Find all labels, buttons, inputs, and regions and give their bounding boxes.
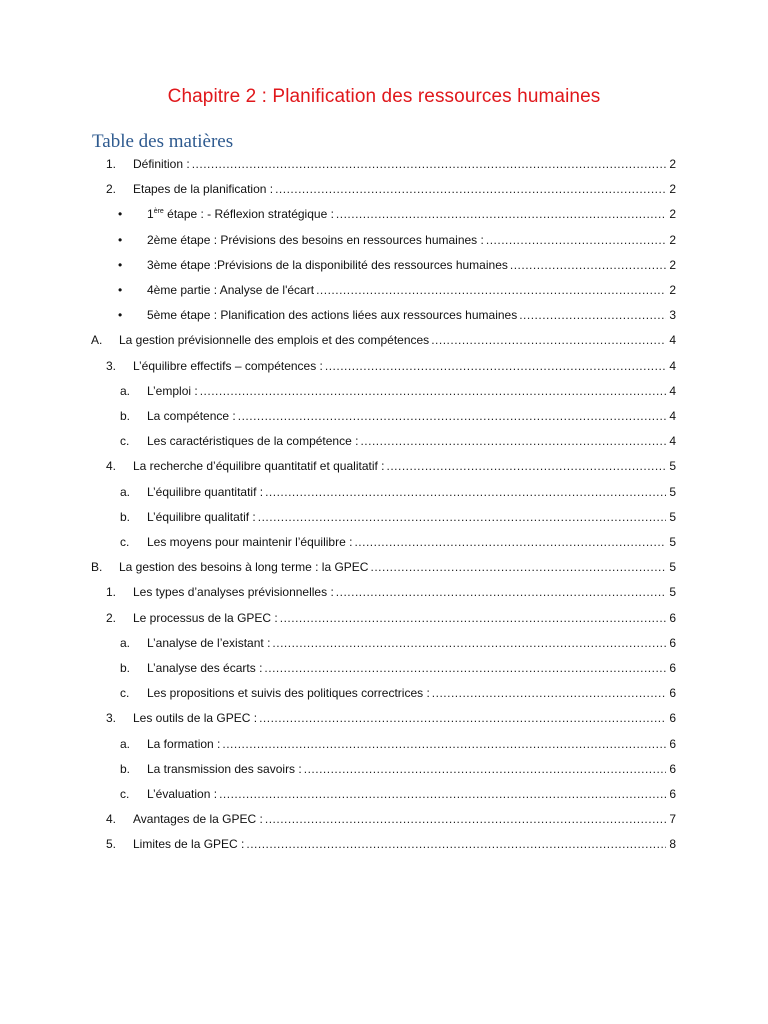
toc-entry-page-number: 5 <box>669 509 676 524</box>
toc-entry-label: L’équilibre qualitatif : <box>147 509 256 524</box>
toc-entry[interactable] <box>0 204 768 224</box>
toc-entry-page-number: 2 <box>669 182 676 197</box>
toc-entry[interactable] <box>0 356 768 376</box>
toc-entry[interactable] <box>0 179 768 199</box>
toc-entry-text <box>147 431 676 451</box>
toc-entry-page-number: 5 <box>669 560 676 575</box>
toc-entry-label: L’analyse de l’existant : <box>147 635 271 650</box>
toc-entry[interactable] <box>0 834 768 854</box>
toc-entry-text <box>147 406 676 426</box>
toc-entry-label: 3ème étape :Prévisions de la disponibilité des ressources humaines <box>147 257 508 272</box>
toc-entry-marker: c. <box>120 535 130 549</box>
toc-entry-marker: A. <box>91 333 103 348</box>
toc-entry-marker: a. <box>120 736 131 751</box>
toc-entry-page-number: 6 <box>669 761 676 776</box>
toc-entry-dot-leader <box>336 204 666 224</box>
toc-entry-text <box>133 356 676 376</box>
toc-entry-marker: b. <box>120 661 131 675</box>
toc-entry-dot-leader <box>272 633 666 653</box>
toc-entry-label: Définition : <box>133 157 190 171</box>
toc-entry-dot-leader <box>222 734 666 754</box>
toc-entry-marker: c. <box>120 686 130 701</box>
toc-entry-text <box>147 280 676 300</box>
toc-entry-marker: 3. <box>106 358 117 373</box>
toc-entry-page-number: 6 <box>669 787 676 801</box>
toc-entry-page-number: 6 <box>669 736 676 751</box>
toc-entry-marker: B. <box>91 560 103 575</box>
toc-entry-marker: c. <box>120 787 130 801</box>
toc-entry-page-number: 8 <box>669 837 676 852</box>
toc-entry-page-number: 4 <box>669 333 676 348</box>
toc-entry-page-number: 5 <box>669 459 676 474</box>
toc-entry-text <box>147 683 676 703</box>
toc-entry-page-number: 6 <box>669 610 676 625</box>
toc-entry[interactable] <box>0 330 768 350</box>
toc-entry-marker: b. <box>120 761 131 776</box>
toc-entry-dot-leader <box>219 784 666 804</box>
toc-entry-text <box>147 507 676 527</box>
toc-entry[interactable] <box>0 582 768 602</box>
toc-entry-text <box>133 834 676 854</box>
toc-entry-dot-leader <box>325 356 666 376</box>
toc-entry-marker: • <box>118 207 123 222</box>
toc-entry[interactable] <box>0 557 768 577</box>
toc-entry-dot-leader <box>200 381 667 401</box>
toc-entry-text <box>119 557 676 577</box>
toc-entry-label <box>147 204 336 224</box>
toc-entry-label-prefix: 1 <box>147 207 154 222</box>
chapter-title: Chapitre 2 : Planification des ressources humaines <box>167 86 601 107</box>
toc-entry[interactable] <box>0 431 768 451</box>
toc-entry-page-number: 5 <box>669 585 676 600</box>
toc-entry-page-number: 3 <box>669 308 676 323</box>
toc-entry-text <box>133 608 676 628</box>
toc-entry[interactable] <box>0 255 768 275</box>
toc-entry-label: Les outils de la GPEC : <box>133 711 258 726</box>
toc-entry-label: L’équilibre effectifs – compétences : <box>133 358 323 373</box>
toc-entry[interactable] <box>0 683 768 703</box>
toc-entry-dot-leader <box>275 179 666 199</box>
toc-entry-dot-leader <box>246 834 666 854</box>
toc-entry-dot-leader <box>354 532 666 552</box>
toc-entry-text <box>147 482 676 502</box>
toc-entry-text <box>147 759 676 779</box>
toc-entry-page-number: 2 <box>669 257 676 272</box>
toc-entry-text <box>133 179 676 199</box>
toc-entry-page-number: 6 <box>669 661 676 675</box>
toc-entry-text <box>147 381 676 401</box>
toc-entry-dot-leader <box>265 482 666 502</box>
toc-entry[interactable] <box>0 507 768 527</box>
toc-entry-dot-leader <box>360 431 666 451</box>
toc-entry-page-number: 4 <box>669 358 676 373</box>
toc-entry[interactable] <box>0 784 768 804</box>
toc-entry-label: Les moyens pour maintenir l’équilibre : <box>147 535 353 549</box>
toc-entry[interactable] <box>0 230 768 250</box>
toc-entry-marker: c. <box>120 434 130 449</box>
toc-entry-dot-leader <box>336 582 667 602</box>
toc-entry[interactable] <box>0 809 768 829</box>
toc-entry-page-number: 5 <box>669 484 676 499</box>
toc-entry-marker: • <box>118 232 123 247</box>
toc-entry-text <box>147 255 676 275</box>
toc-entry-label: 5ème étape : Planification des actions liées aux ressources humaines <box>147 308 518 323</box>
toc-entry-dot-leader <box>238 406 667 426</box>
toc-entry-label-superscript: ère <box>153 208 164 216</box>
toc-entry-dot-leader <box>258 507 667 527</box>
toc-entry-dot-leader <box>265 809 666 829</box>
toc-entry-text <box>133 809 676 829</box>
toc-entry[interactable] <box>0 482 768 502</box>
toc-entry-label: Les caractéristiques de la compétence : <box>147 434 359 449</box>
toc-entry-text <box>147 633 676 653</box>
toc-entry[interactable] <box>0 608 768 628</box>
toc-entry-text <box>133 582 676 602</box>
toc-entry-text <box>147 305 676 325</box>
toc-entry-text <box>133 708 676 728</box>
toc-entry-marker: 5. <box>106 837 117 852</box>
toc-entry-label: L’emploi : <box>147 383 198 398</box>
toc-entry-page-number: 6 <box>669 635 676 650</box>
toc-entry-dot-leader <box>519 305 666 325</box>
toc-entry[interactable] <box>0 633 768 653</box>
toc-entry-marker: • <box>118 308 123 323</box>
toc-entry-marker: • <box>118 257 123 272</box>
toc-entry-label: Les propositions et suivis des politiques correctrices : <box>147 686 430 701</box>
toc-entry-marker: a. <box>120 383 131 398</box>
toc-entry-label: L’évaluation : <box>147 787 218 801</box>
toc-entry-text <box>147 658 676 678</box>
toc-entry-marker: 2. <box>106 182 117 197</box>
toc-entry-dot-leader <box>259 708 666 728</box>
toc-entry-dot-leader <box>280 608 667 628</box>
toc-entry-label: La transmission des savoirs : <box>147 761 302 776</box>
toc-entry-page-number: 4 <box>669 409 676 423</box>
toc-entry-marker: 1. <box>106 585 117 600</box>
toc-entry-marker: 4. <box>106 812 117 827</box>
toc-entry-label: La gestion prévisionnelle des emplois et des compétences <box>119 333 430 348</box>
toc-entry-dot-leader <box>304 759 667 779</box>
toc-entry-page-number: 4 <box>669 383 676 398</box>
toc-entry-text <box>147 532 676 552</box>
toc-entry-page-number: 4 <box>669 434 676 449</box>
toc-entry-dot-leader <box>432 683 667 703</box>
toc-entry-label: 4ème partie : Analyse de l'écart <box>147 283 315 297</box>
toc-entry-text <box>147 784 676 804</box>
toc-entry-dot-leader <box>387 456 667 476</box>
toc-entry-label: Limites de la GPEC : <box>133 837 245 852</box>
toc-entry-text <box>119 330 676 350</box>
toc-entry-label: Etapes de la planification : <box>133 182 274 197</box>
toc-entry-label: Les types d’analyses prévisionnelles : <box>133 585 334 600</box>
toc-entry-marker: b. <box>120 509 131 524</box>
toc-entry-marker: 3. <box>106 711 117 726</box>
toc-heading: Table des matières <box>92 131 234 152</box>
toc-entry-dot-leader <box>316 280 666 300</box>
toc-entry[interactable] <box>0 532 768 552</box>
toc-entry-label: La gestion des besoins à long terme : la GPEC <box>119 560 369 575</box>
toc-entry-page-number: 2 <box>669 283 676 297</box>
toc-entry[interactable] <box>0 734 768 754</box>
toc-entry-label: Le processus de la GPEC : <box>133 610 278 625</box>
toc-entry-dot-leader <box>264 658 666 678</box>
toc-entry[interactable] <box>0 154 768 174</box>
toc-entry-page-number: 6 <box>669 711 676 726</box>
toc-entry-marker: 4. <box>106 459 117 474</box>
toc-entry-label-rest: étape : - Réflexion stratégique : <box>163 207 334 222</box>
toc-entry-marker: a. <box>120 484 131 499</box>
toc-entry-label: L’équilibre quantitatif : <box>147 484 264 499</box>
toc-entry-marker: a. <box>120 635 131 650</box>
toc-entry-label: Avantages de la GPEC : <box>133 812 263 827</box>
toc-entry-marker: • <box>118 283 123 297</box>
toc-entry[interactable] <box>0 658 768 678</box>
toc-entry[interactable] <box>0 759 768 779</box>
toc-entry-dot-leader <box>370 557 666 577</box>
toc-entry-text <box>133 456 676 476</box>
toc-entry-dot-leader <box>192 154 667 174</box>
toc-entry-page-number: 7 <box>669 812 676 827</box>
toc-entry[interactable] <box>0 381 768 401</box>
toc-entry-marker: b. <box>120 409 131 423</box>
toc-entry[interactable] <box>0 456 768 476</box>
toc-entry-label: L’analyse des écarts : <box>147 661 263 675</box>
toc-entry-page-number: 2 <box>669 232 676 247</box>
toc-entry[interactable] <box>0 708 768 728</box>
toc-entry-page-number: 5 <box>669 535 676 549</box>
toc-entry-marker: 1. <box>106 157 117 171</box>
toc-entry-page-number: 2 <box>669 157 676 171</box>
toc-entry-dot-leader <box>510 255 666 275</box>
toc-entry-label: La compétence : <box>147 409 236 423</box>
toc-entry-page-number: 2 <box>669 207 676 222</box>
toc-entry-dot-leader <box>431 330 666 350</box>
toc-entry[interactable] <box>0 406 768 426</box>
toc-entry-text <box>147 734 676 754</box>
toc-entry[interactable] <box>0 280 768 300</box>
toc-entry[interactable] <box>0 305 768 325</box>
toc-entry-marker: 2. <box>106 610 117 625</box>
toc-entry-label: La formation : <box>147 736 221 751</box>
toc-entry-label: 2ème étape : Prévisions des besoins en ressources humaines : <box>147 232 484 247</box>
toc-entry-label: La recherche d’équilibre quantitatif et qualitatif : <box>133 459 385 474</box>
toc-entry-text <box>147 230 676 250</box>
toc-entry-dot-leader <box>486 230 666 250</box>
toc-entry-text <box>133 154 676 174</box>
toc-entry-page-number: 6 <box>669 686 676 701</box>
toc-entry-text <box>147 204 676 224</box>
